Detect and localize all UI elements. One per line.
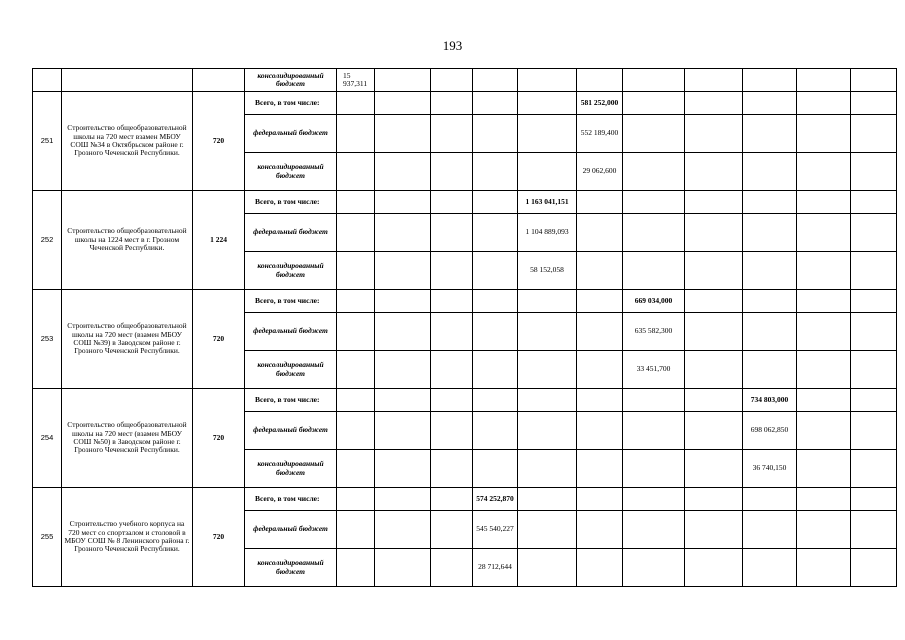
table-row <box>33 191 897 214</box>
value-cell <box>375 549 431 587</box>
value-cell <box>518 115 577 153</box>
value-cell <box>851 412 897 450</box>
value-cell <box>623 69 685 92</box>
value-cell <box>851 450 897 488</box>
value-cell <box>518 412 577 450</box>
row-number-cell: 252 <box>33 191 62 290</box>
value-cell <box>685 549 743 587</box>
value-cell <box>375 412 431 450</box>
value-cell <box>797 69 851 92</box>
value-cell <box>473 214 518 252</box>
value-cell <box>375 69 431 92</box>
value-cell <box>851 69 897 92</box>
value-cell <box>743 92 797 115</box>
table-row <box>33 69 897 92</box>
value-cell <box>337 92 375 115</box>
value-cell <box>797 252 851 290</box>
value-cell <box>851 511 897 549</box>
value-cell <box>518 313 577 351</box>
budget-category: федеральный бюджет <box>245 412 337 450</box>
value-cell <box>851 92 897 115</box>
value-cell <box>851 252 897 290</box>
value-cell <box>431 313 473 351</box>
value-cell <box>375 313 431 351</box>
value-cell <box>851 153 897 191</box>
value-cell <box>518 69 577 92</box>
value-cell <box>337 351 375 389</box>
budget-category: федеральный бюджет <box>245 115 337 153</box>
value-cell: 734 803,000 <box>743 389 797 412</box>
value-cell <box>431 290 473 313</box>
value-cell <box>577 511 623 549</box>
value-cell <box>577 290 623 313</box>
value-cell: 58 152,058 <box>518 252 577 290</box>
value-cell <box>518 153 577 191</box>
capacity-cell: 720 <box>193 290 245 389</box>
value-cell <box>431 389 473 412</box>
value-cell <box>431 92 473 115</box>
value-cell <box>797 412 851 450</box>
value-cell <box>577 549 623 587</box>
row-number-cell <box>33 69 62 92</box>
value-cell <box>577 351 623 389</box>
value-cell <box>431 488 473 511</box>
budget-category: федеральный бюджет <box>245 511 337 549</box>
value-cell <box>685 389 743 412</box>
value-cell <box>685 214 743 252</box>
value-cell <box>685 290 743 313</box>
value-cell: 1 104 889,093 <box>518 214 577 252</box>
value-cell <box>375 92 431 115</box>
value-cell: 574 252,870 <box>473 488 518 511</box>
value-cell <box>797 92 851 115</box>
value-cell <box>685 488 743 511</box>
capacity-cell: 1 224 <box>193 191 245 290</box>
value-cell <box>375 389 431 412</box>
value-cell <box>577 313 623 351</box>
value-cell <box>797 153 851 191</box>
value-cell <box>337 389 375 412</box>
value-cell <box>851 389 897 412</box>
value-cell <box>685 191 743 214</box>
value-cell <box>851 351 897 389</box>
value-cell: 1 163 041,151 <box>518 191 577 214</box>
table-row <box>33 488 897 511</box>
row-number-cell: 251 <box>33 92 62 191</box>
value-cell <box>623 115 685 153</box>
capacity-cell <box>193 69 245 92</box>
value-cell <box>743 313 797 351</box>
value-cell <box>743 290 797 313</box>
row-number-cell: 254 <box>33 389 62 488</box>
value-cell <box>337 290 375 313</box>
value-cell <box>473 313 518 351</box>
value-cell <box>685 511 743 549</box>
budget-category: Всего, в том числе: <box>245 92 337 115</box>
budget-category: консолидированный бюджет <box>245 450 337 488</box>
value-cell <box>337 511 375 549</box>
value-cell <box>797 115 851 153</box>
value-cell <box>518 488 577 511</box>
budget-category: Всего, в том числе: <box>245 191 337 214</box>
value-cell <box>431 153 473 191</box>
value-cell <box>797 549 851 587</box>
value-cell <box>518 549 577 587</box>
value-cell <box>577 412 623 450</box>
value-cell <box>431 214 473 252</box>
value-cell: 36 740,150 <box>743 450 797 488</box>
value-cell <box>685 313 743 351</box>
value-cell <box>337 153 375 191</box>
value-cell <box>518 450 577 488</box>
budget-category: Всего, в том числе: <box>245 290 337 313</box>
value-cell <box>375 191 431 214</box>
table-row <box>33 92 897 115</box>
budget-category: консолидированный бюджет <box>245 153 337 191</box>
value-cell <box>431 115 473 153</box>
value-cell <box>577 214 623 252</box>
value-cell <box>337 115 375 153</box>
value-cell <box>337 488 375 511</box>
value-cell: 15 937,311 <box>337 69 375 92</box>
value-cell <box>375 488 431 511</box>
value-cell <box>623 511 685 549</box>
budget-category: консолидированный бюджет <box>245 252 337 290</box>
value-cell <box>623 450 685 488</box>
value-cell <box>743 511 797 549</box>
value-cell <box>375 252 431 290</box>
value-cell <box>473 191 518 214</box>
value-cell <box>797 351 851 389</box>
value-cell <box>577 488 623 511</box>
value-cell <box>743 69 797 92</box>
value-cell <box>337 450 375 488</box>
value-cell <box>431 549 473 587</box>
budget-category: консолидированный бюджет <box>245 549 337 587</box>
value-cell <box>851 313 897 351</box>
value-cell <box>623 389 685 412</box>
budget-category: Всего, в том числе: <box>245 488 337 511</box>
value-cell <box>623 488 685 511</box>
value-cell <box>685 450 743 488</box>
value-cell <box>431 511 473 549</box>
value-cell <box>685 69 743 92</box>
value-cell <box>623 412 685 450</box>
value-cell <box>685 92 743 115</box>
value-cell <box>851 488 897 511</box>
project-name-cell: Строительство общеобразовательной школы на 720 мест взамен МБОУ СОШ №34 в Октябрьском районе г. Грозного Чеченской Республики. <box>62 92 193 191</box>
value-cell <box>743 214 797 252</box>
value-cell: 545 540,227 <box>473 511 518 549</box>
value-cell: 698 062,850 <box>743 412 797 450</box>
value-cell <box>743 252 797 290</box>
value-cell <box>577 69 623 92</box>
value-cell <box>623 153 685 191</box>
value-cell <box>337 252 375 290</box>
value-cell <box>797 389 851 412</box>
capacity-cell: 720 <box>193 389 245 488</box>
project-name-cell: Строительство общеобразовательной школы на 720 мест (взамен МБОУ СОШ №50) в Заводском районе г. Грозного Чеченской Республики. <box>62 389 193 488</box>
value-cell <box>375 351 431 389</box>
value-cell <box>743 115 797 153</box>
value-cell <box>577 252 623 290</box>
value-cell <box>473 252 518 290</box>
value-cell <box>431 191 473 214</box>
value-cell <box>473 92 518 115</box>
value-cell <box>431 351 473 389</box>
value-cell <box>623 549 685 587</box>
value-cell <box>743 488 797 511</box>
value-cell <box>685 412 743 450</box>
value-cell <box>851 290 897 313</box>
value-cell <box>797 450 851 488</box>
budget-category: федеральный бюджет <box>245 313 337 351</box>
value-cell <box>685 252 743 290</box>
value-cell <box>851 549 897 587</box>
value-cell <box>375 450 431 488</box>
value-cell <box>797 313 851 351</box>
value-cell <box>797 214 851 252</box>
value-cell <box>375 153 431 191</box>
value-cell <box>473 389 518 412</box>
value-cell: 552 189,400 <box>577 115 623 153</box>
value-cell <box>518 351 577 389</box>
value-cell <box>797 290 851 313</box>
value-cell <box>431 69 473 92</box>
table-row <box>33 290 897 313</box>
value-cell <box>337 549 375 587</box>
value-cell <box>337 191 375 214</box>
value-cell <box>623 191 685 214</box>
value-cell <box>518 389 577 412</box>
value-cell <box>431 412 473 450</box>
value-cell <box>518 290 577 313</box>
value-cell <box>375 214 431 252</box>
budget-category: Всего, в том числе: <box>245 389 337 412</box>
value-cell <box>797 511 851 549</box>
value-cell <box>685 351 743 389</box>
value-cell <box>577 191 623 214</box>
budget-category: консолидированный бюджет <box>245 351 337 389</box>
value-cell <box>623 92 685 115</box>
value-cell <box>518 92 577 115</box>
project-name-cell: Строительство общеобразовательной школы на 1224 мест в г. Грозном Чеченской Республики. <box>62 191 193 290</box>
value-cell <box>851 214 897 252</box>
budget-table <box>32 68 897 587</box>
value-cell: 28 712,644 <box>473 549 518 587</box>
value-cell <box>375 511 431 549</box>
value-cell <box>577 450 623 488</box>
value-cell <box>337 313 375 351</box>
value-cell <box>473 351 518 389</box>
value-cell <box>797 488 851 511</box>
project-name-cell: Строительство общеобразовательной школы на 720 мест (взамен МБОУ СОШ №39) в Заводском районе г. Грозного Чеченской Республики. <box>62 290 193 389</box>
value-cell: 669 034,000 <box>623 290 685 313</box>
value-cell <box>797 191 851 214</box>
budget-category: консолидированный бюджет <box>245 69 337 92</box>
value-cell <box>431 450 473 488</box>
capacity-cell: 720 <box>193 92 245 191</box>
value-cell <box>473 69 518 92</box>
value-cell <box>337 412 375 450</box>
capacity-cell: 720 <box>193 488 245 587</box>
value-cell <box>337 214 375 252</box>
value-cell <box>473 153 518 191</box>
value-cell <box>623 252 685 290</box>
row-number-cell: 253 <box>33 290 62 389</box>
value-cell <box>743 153 797 191</box>
value-cell <box>577 389 623 412</box>
value-cell: 635 582,300 <box>623 313 685 351</box>
page-number: 193 <box>442 38 463 53</box>
value-cell <box>375 290 431 313</box>
project-name-cell <box>62 69 193 92</box>
value-cell <box>473 290 518 313</box>
budget-category: федеральный бюджет <box>245 214 337 252</box>
value-cell <box>375 115 431 153</box>
value-cell <box>473 412 518 450</box>
value-cell: 33 451,700 <box>623 351 685 389</box>
value-cell <box>685 115 743 153</box>
value-cell: 581 252,000 <box>577 92 623 115</box>
table-row <box>33 389 897 412</box>
value-cell <box>851 191 897 214</box>
project-name-cell: Строительство учебного корпуса на 720 мест со спортзалом и столовой в МБОУ СОШ № 8 Ленинского района г. Грозного Чеченской Республики. <box>62 488 193 587</box>
value-cell <box>473 450 518 488</box>
row-number-cell: 255 <box>33 488 62 587</box>
value-cell <box>473 115 518 153</box>
value-cell <box>743 351 797 389</box>
value-cell: 29 062,600 <box>577 153 623 191</box>
value-cell <box>743 549 797 587</box>
value-cell <box>623 214 685 252</box>
value-cell <box>743 191 797 214</box>
value-cell <box>431 252 473 290</box>
value-cell <box>851 115 897 153</box>
value-cell <box>518 511 577 549</box>
value-cell <box>685 153 743 191</box>
